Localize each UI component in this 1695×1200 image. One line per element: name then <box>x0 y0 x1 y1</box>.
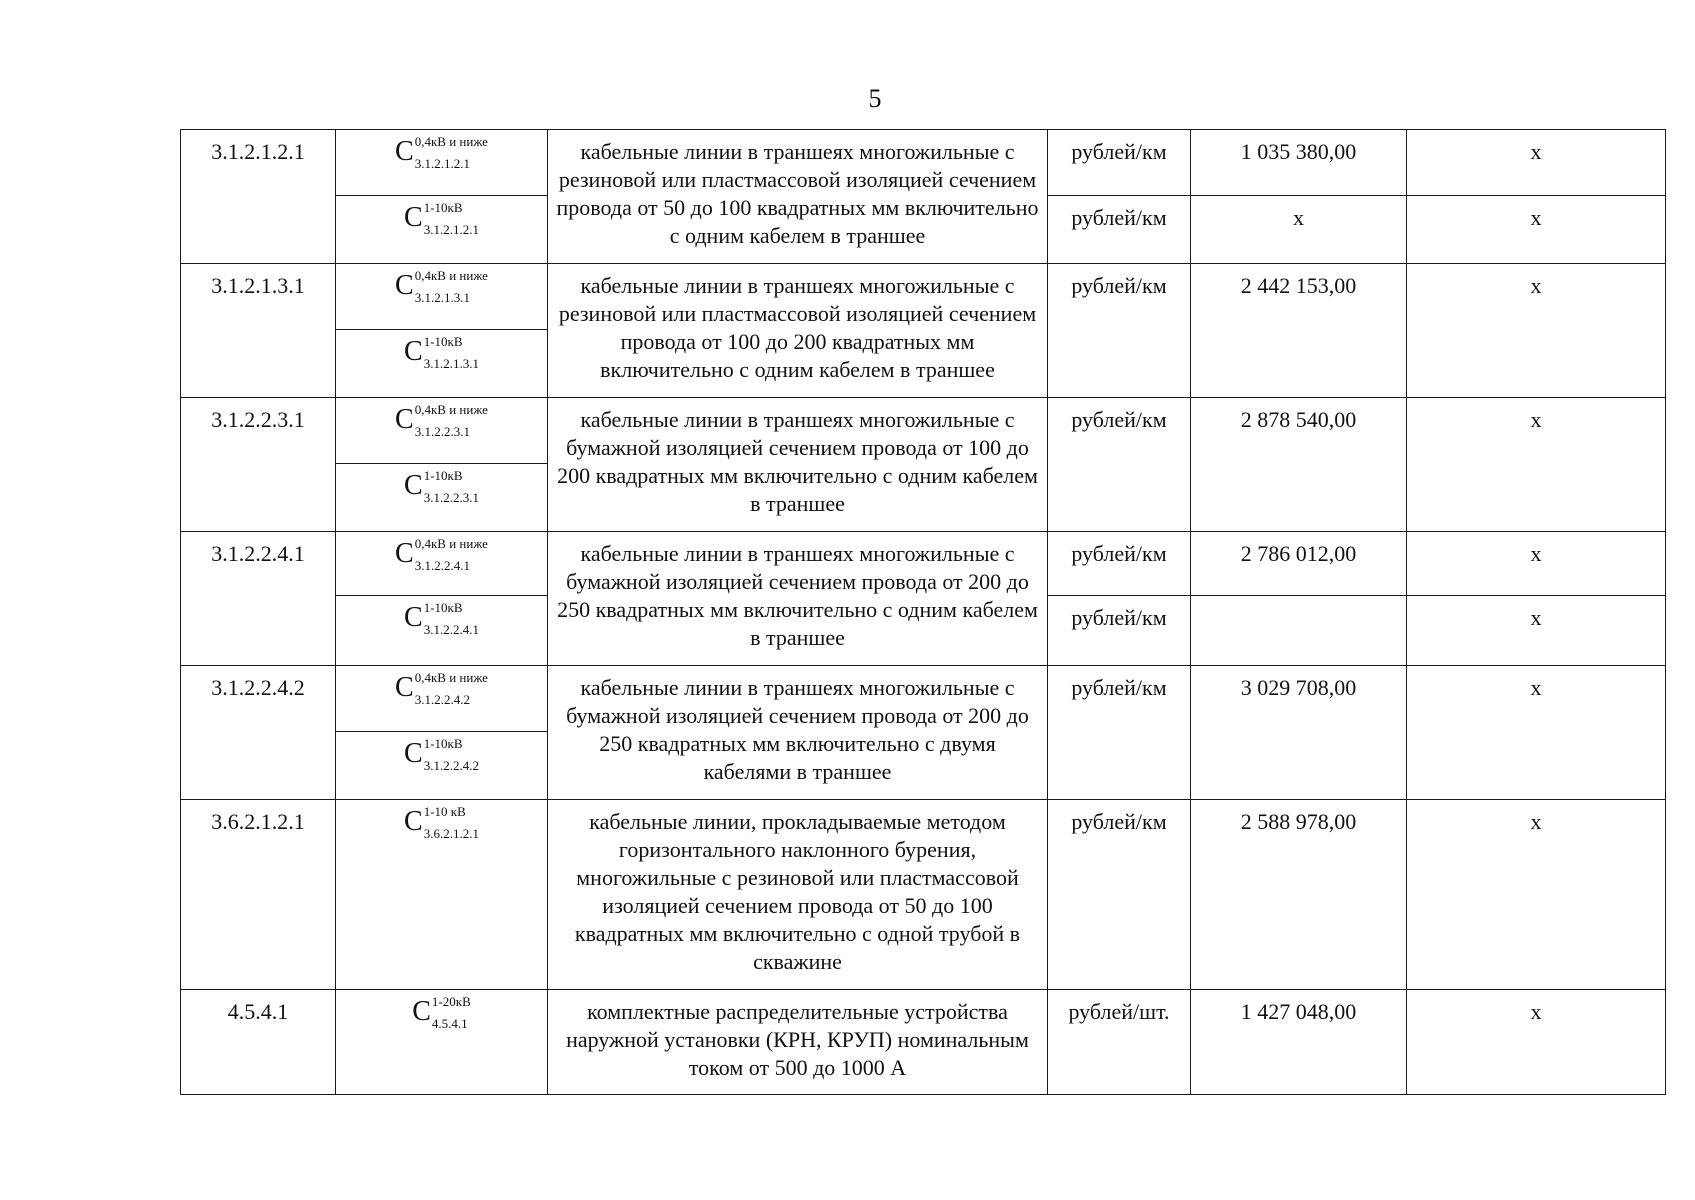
unit-cell: рублей/км <box>1048 196 1191 264</box>
unit-cell: рублей/км <box>1048 800 1191 990</box>
rate-symbol-letter: C <box>412 996 431 1027</box>
page-number: 5 <box>868 84 882 113</box>
unit-cell: рублей/км <box>1048 596 1191 666</box>
rate-symbol-letter: C <box>404 470 423 501</box>
rate-symbol-index: 3.1.2.1.3.1 <box>414 289 470 305</box>
rate-symbol-index: 3.1.2.1.2.1 <box>423 221 479 237</box>
rate-symbol-voltage: 1-20кВ <box>431 993 471 1009</box>
item-description: кабельные линии в траншеях многожильные с бумажной изоляцией сечением провода от 200 до 250 квадратных мм включительно с двумя кабелями в траншее <box>548 666 1048 800</box>
rate-value-cell: х <box>1191 196 1407 264</box>
rate-symbol-letter: C <box>395 672 414 703</box>
rate-symbol-index: 3.1.2.1.3.1 <box>423 355 479 371</box>
rate-symbol-letter: C <box>404 202 423 233</box>
tariff-table <box>180 129 1666 1095</box>
rate-symbol-letter: C <box>395 270 414 301</box>
extra-value-cell: х <box>1407 990 1666 1095</box>
rate-symbol-letter: C <box>395 404 414 435</box>
rate-symbol-letter: C <box>404 738 423 769</box>
rate-symbol <box>336 196 548 264</box>
rate-symbol-voltage: 1-10 кВ <box>423 803 466 819</box>
table-row <box>181 990 1666 1095</box>
rate-value-cell: 2 588 978,00 <box>1191 800 1407 990</box>
item-code: 3.1.2.1.2.1 <box>181 130 336 264</box>
rate-symbol-index: 3.6.2.1.2.1 <box>423 825 479 841</box>
item-code: 3.1.2.1.3.1 <box>181 264 336 398</box>
rate-symbol-index: 4.5.4.1 <box>431 1015 468 1031</box>
rate-symbol-index: 3.1.2.2.4.1 <box>414 557 470 573</box>
rate-value-cell: 2 442 153,00 <box>1191 264 1407 398</box>
rate-symbol-index: 3.1.2.2.4.1 <box>423 621 479 637</box>
rate-value-cell: 2 878 540,00 <box>1191 398 1407 532</box>
rate-symbol <box>336 330 548 398</box>
table-row <box>181 532 1666 596</box>
extra-value-cell: х <box>1407 800 1666 990</box>
rate-symbol-voltage: 1-10кВ <box>423 467 463 483</box>
rate-symbol-index: 3.1.2.2.4.2 <box>414 691 470 707</box>
rate-symbol <box>336 666 548 732</box>
rate-symbol-voltage: 0,4кВ и ниже <box>414 535 488 551</box>
rate-symbol-letter: C <box>404 336 423 367</box>
item-code: 4.5.4.1 <box>181 990 336 1095</box>
rate-symbol-voltage: 0,4кВ и ниже <box>414 267 488 283</box>
rate-value-cell: 1 427 048,00 <box>1191 990 1407 1095</box>
item-description: кабельные линии в траншеях многожильные с бумажной изоляцией сечением провода от 200 до 250 квадратных мм включительно с одним кабелем в траншее <box>548 532 1048 666</box>
item-description: кабельные линии в траншеях многожильные с резиновой или пластмассовой изоляцией сечением провода от 100 до 200 квадратных мм включительно с одним кабелем в траншее <box>548 264 1048 398</box>
rate-symbol <box>336 800 548 990</box>
item-code: 3.1.2.2.4.1 <box>181 532 336 666</box>
extra-value-cell: х <box>1407 398 1666 532</box>
extra-value-cell: х <box>1407 130 1666 196</box>
unit-cell: рублей/км <box>1048 666 1191 800</box>
table-row <box>181 666 1666 732</box>
unit-cell: рублей/км <box>1048 532 1191 596</box>
rate-symbol <box>336 464 548 532</box>
rate-symbol-letter: C <box>404 806 423 837</box>
unit-cell: рублей/км <box>1048 130 1191 196</box>
extra-value-cell: х <box>1407 532 1666 596</box>
table-row <box>181 800 1666 990</box>
rate-symbol-voltage: 0,4кВ и ниже <box>414 133 488 149</box>
rate-symbol-voltage: 1-10кВ <box>423 599 463 615</box>
item-code: 3.1.2.2.4.2 <box>181 666 336 800</box>
rate-symbol-letter: C <box>395 136 414 167</box>
rate-symbol-index: 3.1.2.2.3.1 <box>423 489 479 505</box>
rate-symbol-letter: C <box>395 538 414 569</box>
extra-value-cell: х <box>1407 196 1666 264</box>
rate-symbol <box>336 264 548 330</box>
item-description: кабельные линии, прокладываемые методом горизонтального наклонного бурения, многожильные с резиновой или пластмассовой изоляцией сечением провода от 50 до 100 квадратных мм включительно с одной трубой в скважине <box>548 800 1048 990</box>
item-description: комплектные распределительные устройства наружной установки (КРН, КРУП) номинальным током от 500 до 1000 А <box>548 990 1048 1095</box>
item-code: 3.1.2.2.3.1 <box>181 398 336 532</box>
unit-cell: рублей/км <box>1048 398 1191 532</box>
rate-symbol-index: 3.1.2.1.2.1 <box>414 155 470 171</box>
unit-cell: рублей/шт. <box>1048 990 1191 1095</box>
rate-symbol-voltage: 1-10кВ <box>423 735 463 751</box>
table-row <box>181 398 1666 464</box>
rate-symbol-voltage: 0,4кВ и ниже <box>414 669 488 685</box>
rate-symbol-voltage: 1-10кВ <box>423 199 463 215</box>
rate-symbol <box>336 130 548 196</box>
rate-symbol <box>336 732 548 800</box>
rate-value-cell: 3 029 708,00 <box>1191 666 1407 800</box>
rate-symbol-index: 3.1.2.2.4.2 <box>423 757 479 773</box>
rate-symbol-voltage: 1-10кВ <box>423 333 463 349</box>
unit-cell: рублей/км <box>1048 264 1191 398</box>
rate-value-cell <box>1191 596 1407 666</box>
rate-value-cell: 1 035 380,00 <box>1191 130 1407 196</box>
rate-symbol <box>336 398 548 464</box>
rate-symbol <box>336 990 548 1095</box>
table-row <box>181 130 1666 196</box>
rate-symbol-letter: C <box>404 602 423 633</box>
extra-value-cell: х <box>1407 596 1666 666</box>
rate-symbol <box>336 532 548 596</box>
rate-symbol-index: 3.1.2.2.3.1 <box>414 423 470 439</box>
rate-symbol <box>336 596 548 666</box>
extra-value-cell: х <box>1407 264 1666 398</box>
extra-value-cell: х <box>1407 666 1666 800</box>
table-row <box>181 264 1666 330</box>
item-description: кабельные линии в траншеях многожильные с бумажной изоляцией сечением провода от 100 до 200 квадратных мм включительно с одним кабелем в траншее <box>548 398 1048 532</box>
item-description: кабельные линии в траншеях многожильные с резиновой или пластмассовой изоляцией сечением провода от 50 до 100 квадратных мм включительно с одним кабелем в траншее <box>548 130 1048 264</box>
rate-value-cell: 2 786 012,00 <box>1191 532 1407 596</box>
item-code: 3.6.2.1.2.1 <box>181 800 336 990</box>
rate-symbol-voltage: 0,4кВ и ниже <box>414 401 488 417</box>
